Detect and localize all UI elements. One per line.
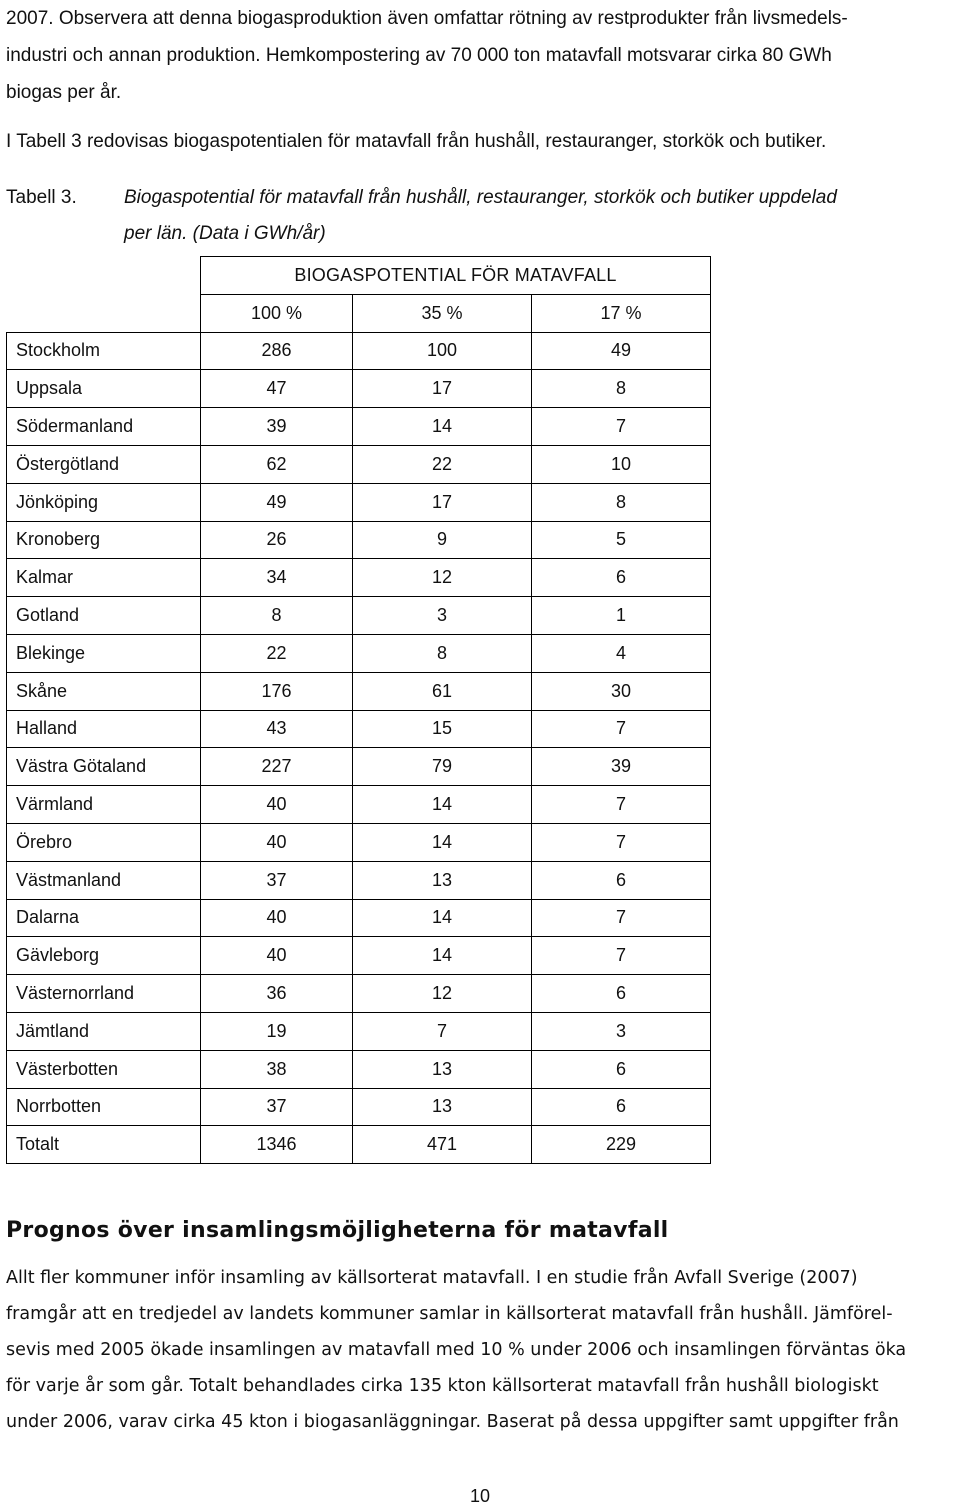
county-name: Kronoberg	[7, 521, 201, 559]
value-35: 3	[353, 597, 532, 635]
county-name: Halland	[7, 710, 201, 748]
table-row	[7, 634, 711, 672]
table-row	[7, 899, 711, 937]
value-35: 17	[353, 483, 532, 521]
county-name: Stockholm	[7, 332, 201, 370]
body-line: för varje år som går. Totalt behandlades cirka 135 kton källsorterat matavfall från hushåll biologiskt	[6, 1376, 879, 1396]
body-line: framgår att en tredjedel av landets kommuner samlar in källsorterat matavfall från hushåll. Jämförel-	[6, 1304, 893, 1324]
table-caption-text: Biogaspotential för matavfall från hushåll, restauranger, storkök och butiker uppdelad	[124, 187, 837, 208]
table-row	[7, 370, 711, 408]
value-17: 7	[532, 786, 711, 824]
value-17: 8	[532, 370, 711, 408]
value-100: 34	[201, 559, 353, 597]
value-35: 14	[353, 899, 532, 937]
page-number: 10	[469, 1486, 491, 1506]
table-row	[7, 597, 711, 635]
value-17: 7	[532, 937, 711, 975]
value-17: 4	[532, 634, 711, 672]
table-row	[7, 332, 711, 370]
value-17: 7	[532, 899, 711, 937]
value-100: 39	[201, 408, 353, 446]
value-17: 7	[532, 710, 711, 748]
county-name: Totalt	[7, 1126, 201, 1164]
county-name: Blekinge	[7, 634, 201, 672]
value-17: 7	[532, 408, 711, 446]
value-17: 49	[532, 332, 711, 370]
table-row	[7, 408, 711, 446]
county-name: Västra Götaland	[7, 748, 201, 786]
value-35: 7	[353, 1012, 532, 1050]
value-100: 49	[201, 483, 353, 521]
intro-line: 2007. Observera att denna biogasproduktion även omfattar rötning av restprodukter från livsmedels-	[6, 8, 848, 29]
county-name: Östergötland	[7, 445, 201, 483]
body-line: Allt fler kommuner inför insamling av källsorterat matavfall. I en studie från Avfall Sverige (2007)	[6, 1268, 858, 1288]
value-17: 6	[532, 861, 711, 899]
value-35: 12	[353, 559, 532, 597]
value-100: 62	[201, 445, 353, 483]
table-row	[7, 823, 711, 861]
value-100: 37	[201, 1088, 353, 1126]
value-17: 229	[532, 1126, 711, 1164]
value-100: 40	[201, 899, 353, 937]
table-row	[7, 710, 711, 748]
county-name: Gotland	[7, 597, 201, 635]
value-35: 12	[353, 975, 532, 1013]
table-group-header-row	[7, 257, 711, 295]
value-35: 15	[353, 710, 532, 748]
table-row	[7, 521, 711, 559]
value-100: 37	[201, 861, 353, 899]
value-100: 47	[201, 370, 353, 408]
value-35: 13	[353, 1050, 532, 1088]
value-17: 6	[532, 975, 711, 1013]
value-100: 36	[201, 975, 353, 1013]
table-row	[7, 975, 711, 1013]
table-row	[7, 1088, 711, 1126]
value-17: 1	[532, 597, 711, 635]
intro-line: biogas per år.	[6, 82, 122, 103]
county-name: Skåne	[7, 672, 201, 710]
value-35: 13	[353, 861, 532, 899]
table-column-header-row	[7, 294, 711, 332]
table-reference-text: I Tabell 3 redovisas biogaspotentialen för matavfall från hushåll, restauranger, storkök och butiker.	[6, 131, 827, 152]
table-reference-paragraph	[6, 123, 956, 160]
county-name: Västerbotten	[7, 1050, 201, 1088]
table-row	[7, 1126, 711, 1164]
table-row	[7, 937, 711, 975]
county-name: Västmanland	[7, 861, 201, 899]
group-header: BIOGASPOTENTIAL FÖR MATAVFALL	[201, 257, 711, 295]
column-header-17: 17 %	[532, 294, 711, 332]
table-row	[7, 559, 711, 597]
value-17: 30	[532, 672, 711, 710]
value-100: 1346	[201, 1126, 353, 1164]
value-100: 8	[201, 597, 353, 635]
biogas-potential-table	[6, 256, 711, 1164]
value-100: 286	[201, 332, 353, 370]
value-35: 61	[353, 672, 532, 710]
value-35: 14	[353, 823, 532, 861]
county-name: Värmland	[7, 786, 201, 824]
intro-paragraph	[6, 0, 956, 111]
section-heading: Prognos över insamlingsmöjligheterna för matavfall	[6, 1218, 669, 1243]
column-header-100: 100 %	[201, 294, 353, 332]
table-row	[7, 483, 711, 521]
value-17: 5	[532, 521, 711, 559]
body-paragraph	[6, 1260, 956, 1440]
value-100: 40	[201, 786, 353, 824]
value-35: 13	[353, 1088, 532, 1126]
value-17: 8	[532, 483, 711, 521]
value-100: 227	[201, 748, 353, 786]
county-name: Västernorrland	[7, 975, 201, 1013]
value-17: 39	[532, 748, 711, 786]
intro-line: industri och annan produktion. Hemkompostering av 70 000 ton matavfall motsvarar cirka 80 GWh	[6, 45, 832, 66]
value-100: 38	[201, 1050, 353, 1088]
value-100: 22	[201, 634, 353, 672]
table-row	[7, 672, 711, 710]
value-100: 43	[201, 710, 353, 748]
value-17: 3	[532, 1012, 711, 1050]
table-caption-label: Tabell 3.	[6, 187, 77, 208]
table-row	[7, 1012, 711, 1050]
county-name: Jämtland	[7, 1012, 201, 1050]
county-name: Örebro	[7, 823, 201, 861]
value-17: 6	[532, 559, 711, 597]
value-35: 8	[353, 634, 532, 672]
value-17: 7	[532, 823, 711, 861]
table-row	[7, 445, 711, 483]
table-caption-text: per län. (Data i GWh/år)	[124, 223, 326, 244]
value-35: 14	[353, 937, 532, 975]
value-35: 9	[353, 521, 532, 559]
value-100: 40	[201, 823, 353, 861]
value-100: 26	[201, 521, 353, 559]
value-100: 176	[201, 672, 353, 710]
value-35: 17	[353, 370, 532, 408]
value-35: 471	[353, 1126, 532, 1164]
county-name: Jönköping	[7, 483, 201, 521]
value-35: 14	[353, 408, 532, 446]
table-row	[7, 1050, 711, 1088]
value-17: 6	[532, 1050, 711, 1088]
value-100: 40	[201, 937, 353, 975]
table-row	[7, 861, 711, 899]
value-35: 14	[353, 786, 532, 824]
body-line: under 2006, varav cirka 45 kton i biogasanläggningar. Baserat på dessa uppgifter samt uppgifter från	[6, 1412, 899, 1432]
value-17: 10	[532, 445, 711, 483]
value-100: 19	[201, 1012, 353, 1050]
value-35: 79	[353, 748, 532, 786]
body-line: sevis med 2005 ökade insamlingen av matavfall med 10 % under 2006 och insamlingen förväntas öka	[6, 1340, 907, 1360]
column-header-35: 35 %	[353, 294, 532, 332]
county-name: Uppsala	[7, 370, 201, 408]
county-name: Södermanland	[7, 408, 201, 446]
value-17: 6	[532, 1088, 711, 1126]
table-row	[7, 786, 711, 824]
county-name: Gävleborg	[7, 937, 201, 975]
value-35: 100	[353, 332, 532, 370]
county-name: Kalmar	[7, 559, 201, 597]
county-name: Dalarna	[7, 899, 201, 937]
value-35: 22	[353, 445, 532, 483]
table-row	[7, 748, 711, 786]
county-name: Norrbotten	[7, 1088, 201, 1126]
